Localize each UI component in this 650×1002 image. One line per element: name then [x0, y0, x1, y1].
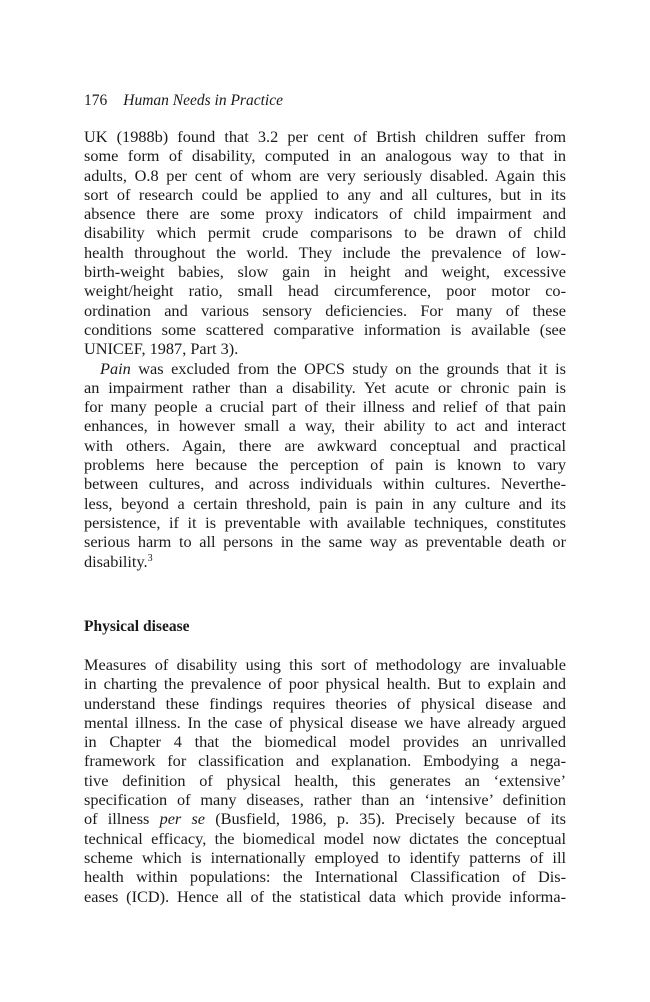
text-line: health throughout the world. They include the prevalence of low- — [84, 242, 566, 262]
section-heading: Physical disease — [84, 618, 190, 635]
text-line: of illness per se (Busfield, 1986, p. 35). Precisely because of its — [84, 809, 566, 829]
text-line: weight/height ratio, small head circumference, poor motor co- — [84, 281, 566, 301]
text-line: in charting the prevalence of poor physical health. But to explain and — [84, 674, 566, 694]
text-line: conditions some scattered comparative information is available (see — [84, 319, 566, 339]
text-line: birth-weight babies, slow gain in height and weight, excessive — [84, 262, 566, 282]
text-line: specification of many diseases, rather than an ‘intensive’ definition — [84, 790, 566, 810]
text-line: enhances, in however small a way, their ability to act and interact — [84, 416, 566, 436]
running-head — [84, 91, 283, 111]
text-line: serious harm to all persons in the same way as preventable death or — [84, 532, 566, 552]
text-line: in Chapter 4 that the biomedical model provides an unrivalled — [84, 732, 566, 752]
italic-term: Pain — [100, 358, 131, 378]
text-line: disability which permit crude comparisons to be drawn of child — [84, 223, 566, 243]
text-line: Measures of disability using this sort of methodology are invaluable — [84, 655, 566, 674]
text-line: understand these findings requires theories of physical disease and — [84, 693, 566, 713]
text-line: UK (1988b) found that 3.2 per cent of Brtish children suffer from — [84, 127, 566, 146]
text-line: framework for classification and explanation. Embodying a nega- — [84, 751, 566, 771]
text-line: technical efficacy, the biomedical model now dictates the conceptual — [84, 828, 566, 848]
text-line: UNICEF, 1987, Part 3). — [84, 339, 239, 359]
text-line: disability.$^3$ — [84, 551, 153, 571]
text-line: for many people a crucial part of their illness and relief of that pain — [84, 397, 566, 417]
footnote-marker: 3 — [147, 552, 153, 564]
italic-term: per se — [159, 809, 206, 829]
text-line: tive definition of physical health, this generates an ‘extensive’ — [84, 770, 566, 790]
page-number: 176 — [84, 92, 108, 109]
paragraph-2 — [84, 359, 566, 571]
text-line: between cultures, and across individuals within cultures. Neverthe- — [84, 474, 566, 494]
text-line: with others. Again, there are awkward conceptual and practical — [84, 435, 566, 455]
text-line: mental illness. In the case of physical disease we have already argued — [84, 712, 566, 732]
text-line: sort of research could be applied to any and all cultures, but in its — [84, 184, 566, 204]
paragraph-3 — [84, 655, 566, 906]
text-line: problems here because the perception of pain is known to vary — [84, 455, 566, 475]
paragraph-1 — [84, 127, 566, 359]
text-line: an impairment rather than a disability. Yet acute or chronic pain is — [84, 377, 566, 397]
text-line: ordination and various sensory deficiencies. For many of these — [84, 300, 566, 320]
text-line: some form of disability, computed in an analogous way to that in — [84, 146, 566, 166]
text-line: less, beyond a certain threshold, pain is pain in any culture and its — [84, 493, 566, 513]
text-line: absence there are some proxy indicators of child impairment and — [84, 204, 566, 224]
text-line: health within populations: the International Classification of Dis- — [84, 867, 566, 887]
text-line: adults, O.8 per cent of whom are very seriously disabled. Again this — [84, 165, 566, 185]
text-line: Pain was excluded from the OPCS study on the grounds that it is — [100, 358, 566, 378]
text-line: eases (ICD). Hence all of the statistical data which provide informa- — [84, 886, 566, 906]
text-line: scheme which is internationally employed to identify patterns of ill — [84, 847, 566, 867]
text-line: persistence, if it is preventable with available techniques, constitutes — [84, 512, 566, 532]
book-title: Human Needs in Practice — [123, 92, 283, 109]
